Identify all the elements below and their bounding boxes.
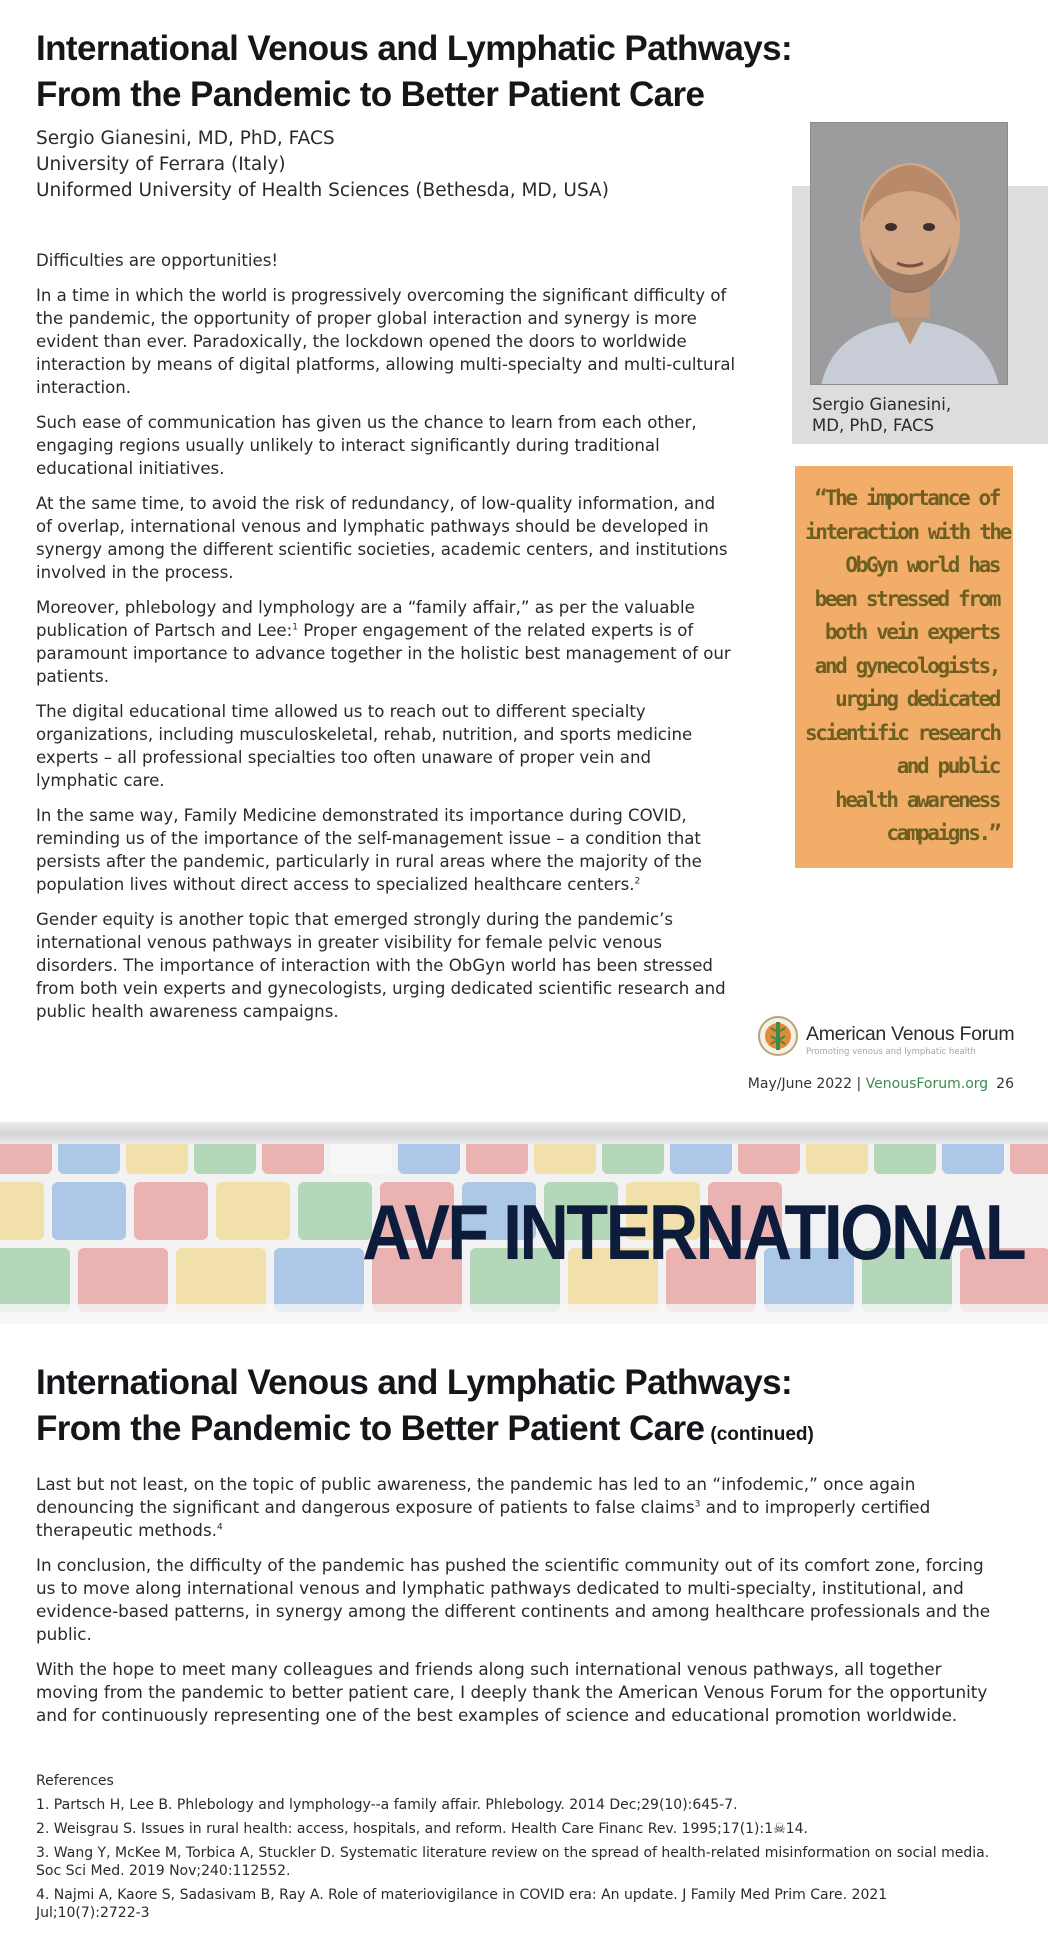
title-text: From the Pandemic to Better Patient Care <box>36 1409 705 1448</box>
paragraph-text: In the same way, Family Medicine demonstrated its importance during COVID, reminding us of the importance of the self-management issue – a condition that persists after the pandemic, particularly in rural areas where the majority of the population lives without direct access to specialized healthcare centers. <box>36 806 702 894</box>
paragraph-text: Last but not least, on the topic of public awareness, the pandemic has led to an “infodemic,” once again denouncing the significant and dangerous exposure of patients to false claims <box>36 1474 916 1517</box>
author-block <box>36 126 609 204</box>
paragraph: In a time in which the world is progressively overcoming the significant difficulty of the pandemic, the opportunity of proper global interaction and synergy is more evident than ever. Paradoxically, the lockdown opened the doors to worldwide interaction by means of digital platforms, allowing multi-specialty and multi-cultural interaction. <box>36 286 736 397</box>
page-footer <box>748 1076 1014 1092</box>
pull-quote-line: scientific research <box>805 720 1000 745</box>
paragraph: In conclusion, the difficulty of the pandemic has pushed the scientific community out of its comfort zone, forcing us to move along international venous and lymphatic pathways dedicated to multi-specialty, institutional, and evidence-based patterns, in synergy among the different continents and among healthcare professionals and the public. <box>36 1555 991 1644</box>
title-line-1: International Venous and Lymphatic Pathways: <box>36 1363 793 1402</box>
paragraph <box>36 804 736 896</box>
pull-quote-line: ObGyn world has <box>845 553 999 577</box>
paragraph: The digital educational time allowed us to reach out to different specialty organizations, including musculoskeletal, rehab, nutrition, and sports medicine experts – all professional specialties too often unaware of proper vein and lymphatic care. <box>36 702 693 790</box>
title-line-1: International Venous and Lymphatic Pathways: <box>36 29 793 68</box>
paragraph: Such ease of communication has given us the chance to learn from each other, engaging regions usually unlikely to interact significantly during traditional educational initiatives. <box>36 413 697 478</box>
organization-name: American Venous Forum <box>806 1023 1015 1045</box>
author-name: Sergio Gianesini, MD, PhD, FACS <box>36 128 335 149</box>
issue-date: May/June 2022 | <box>747 1076 866 1092</box>
paragraph-text: and to improperly certified therapeutic methods. <box>36 1497 931 1540</box>
website-link[interactable]: VenousForum.org <box>865 1076 989 1092</box>
references-list <box>36 1772 996 1928</box>
pull-quote-line: and public <box>896 754 999 778</box>
reference-item: 2. Weisgrau S. Issues in rural health: access, hospitals, and reform. Health Care Financ Rev. 1995;17(1):1☠14. <box>36 1821 808 1837</box>
caption-line-1: Sergio Gianesini, <box>812 395 952 414</box>
reference-item: 3. Wang Y, McKee M, Torbica A, Stuckler D. Systematic literature review on the spread of health-related misinformation on social media. Soc Sci Med. 2019 Nov;240:112552. <box>36 1845 990 1879</box>
page-divider <box>0 1122 1048 1144</box>
article-body-continued <box>36 1473 996 1739</box>
pull-quote-line: and gynecologists, <box>814 653 999 678</box>
portrait-illustration <box>811 123 1008 385</box>
reference-item: 4. Najmi A, Kaore S, Sadasivam B, Ray A. Role of materiovigilance in COVID era: An update. J Family Med Prim Care. 2021 Jul;10(7):2722-3 <box>36 1887 888 1921</box>
citation-marker: 3 <box>694 1499 701 1510</box>
paragraph: Difficulties are opportunities! <box>36 251 279 270</box>
paragraph: Gender equity is another topic that emerged strongly during the pandemic’s international venous pathways in greater visibility for female pelvic venous disorders. The importance of interaction with the ObGyn world has been stressed from both vein experts and gynecologists, urging dedicated scientific research and public health awareness campaigns. <box>36 910 726 1021</box>
section-banner-title: AVF INTERNATIONAL <box>362 1188 1024 1276</box>
organization-tagline: Promoting venous and lymphatic health <box>806 1047 976 1057</box>
article-title-continued <box>36 1360 814 1458</box>
pull-quote-line: urging dedicated <box>835 687 999 711</box>
citation-marker: 1 <box>292 622 298 633</box>
paragraph <box>36 596 736 688</box>
author-photo <box>810 122 1008 385</box>
paragraph-text: Proper engagement of the related experts is of paramount importance to advance together in the holistic best management of our patients. <box>36 621 731 686</box>
photo-caption <box>812 394 951 436</box>
paragraph-text: Moreover, phlebology and lymphology are a “family affair,” as per the valuable publication of Partsch and Lee: <box>36 598 695 640</box>
citation-marker: 4 <box>217 1522 223 1533</box>
page-number: 26 <box>996 1076 1014 1092</box>
continued-label: (continued) <box>710 1424 814 1445</box>
references-heading: References <box>36 1773 114 1789</box>
paragraph <box>36 1473 996 1542</box>
reference-item: 1. Partsch H, Lee B. Phlebology and lymphology--a family affair. Phlebology. 2014 Dec;29(10):645-7. <box>36 1797 738 1813</box>
pull-quote-line: both vein experts <box>824 620 999 644</box>
pull-quote <box>795 466 1013 868</box>
paragraph: At the same time, to avoid the risk of redundancy, of low-quality information, and of overlap, international venous and lymphatic pathways should be developed in synergy among the different scientific societies, academic centers, and institutions involved in the process. <box>36 494 728 582</box>
pull-quote-line: been stressed from <box>814 586 999 611</box>
author-affiliation-1: University of Ferrara (Italy) <box>36 154 286 175</box>
author-affiliation-2: Uniformed University of Health Sciences (Bethesda, MD, USA) <box>36 180 609 201</box>
pull-quote-line: “The importance of <box>814 486 999 510</box>
avf-logo-icon <box>757 1012 799 1062</box>
paragraph: With the hope to meet many colleagues and friends along such international venous pathways, all together moving from the pandemic to better patient care, I deeply thank the American Venous Forum for the opportunity and for continuously representing one of the best examples of science and educational promotion worldwide. <box>36 1659 988 1725</box>
pull-quote-line: interaction with the <box>805 519 1010 544</box>
pull-quote-line: health awareness <box>835 787 999 812</box>
article-body <box>36 249 736 1035</box>
article-title <box>36 26 792 118</box>
title-line-2: From the Pandemic to Better Patient Care <box>36 75 705 114</box>
pull-quote-line: campaigns.” <box>886 821 999 845</box>
citation-marker: 2 <box>634 876 641 887</box>
title-line-2 <box>36 1406 814 1458</box>
caption-line-2: MD, PhD, FACS <box>812 416 935 435</box>
